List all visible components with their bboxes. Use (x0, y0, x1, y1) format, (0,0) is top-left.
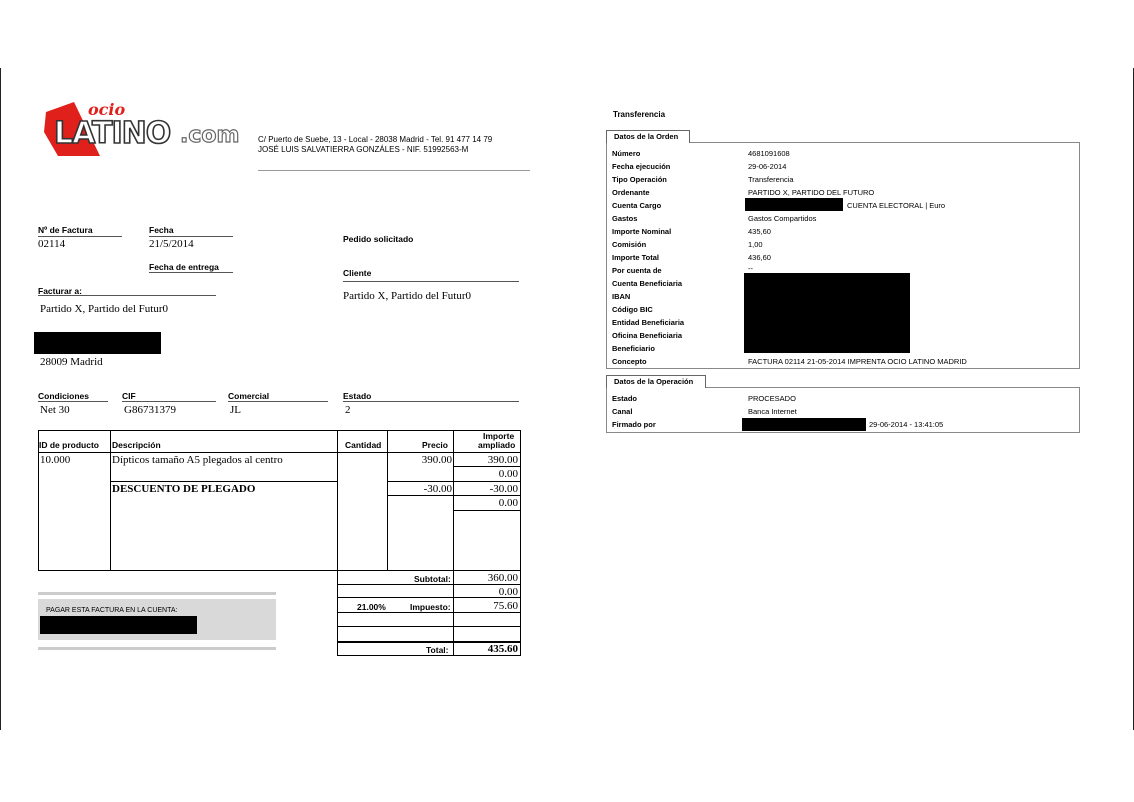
operation-row-label: Estado (612, 394, 638, 403)
after-subtotal-value: 0.00 (498, 586, 518, 598)
pay-note-box (38, 599, 276, 640)
operation-row-value: PROCESADO (748, 394, 796, 403)
client-name: Partido X, Partido del Futur0 (343, 290, 472, 302)
order-row-label: Importe Nominal (612, 227, 672, 236)
header-product-id: ID de producto (39, 440, 99, 450)
order-row-value: 436,60 (748, 253, 771, 262)
order-row-value: 1,00 (748, 240, 763, 249)
commercial-underline (228, 401, 328, 402)
order-row-label: Cuenta Beneficiaria (612, 279, 683, 288)
redacted-signer (742, 418, 866, 431)
header-price: Precio (422, 440, 448, 450)
totals-line-1 (337, 584, 520, 585)
cif-label: CIF (122, 391, 136, 401)
cif-value: G86731379 (124, 404, 176, 416)
pay-box-top-rule (38, 592, 276, 595)
order-row-value: CUENTA ELECTORAL | Euro (847, 201, 946, 210)
total-label: Total: (426, 645, 449, 655)
totals-line-4 (337, 626, 520, 627)
redacted-beneficiary-details (744, 273, 910, 353)
tax-label: Impuesto: (410, 602, 451, 612)
operation-row-value: 29-06-2014 - 13:41:05 (869, 420, 944, 429)
order-row-label: Por cuenta de (612, 266, 662, 275)
row-line-2 (387, 481, 520, 482)
order-row-value: Transferencia (748, 175, 794, 184)
table-body-bottom (38, 570, 520, 571)
order-section-rule (688, 142, 1079, 143)
bill-to-city: 28009 Madrid (40, 356, 103, 368)
totals-line-6 (337, 655, 520, 656)
transfer-title: Transferencia (613, 110, 666, 119)
order-row-value: Gastos Compartidos (748, 214, 817, 223)
order-row-label: Fecha ejecución (612, 162, 671, 171)
commercial-value: JL (230, 404, 241, 416)
invoice-date: 21/5/2014 (149, 238, 194, 250)
item-amount: 390.00 (487, 454, 518, 466)
state-underline (343, 401, 519, 402)
conditions-underline (38, 401, 108, 402)
col-divider-qty (387, 430, 388, 570)
cif-underline (122, 401, 216, 402)
company-owner: JOSÉ LUIS SALVATIERRA GONZÁLES - NIF. 51992563-M (258, 145, 469, 154)
row-line-3 (387, 495, 520, 496)
bill-to-label: Facturar a: (38, 286, 82, 296)
item-amount: -30.00 (489, 483, 518, 495)
item-price: -30.00 (423, 483, 452, 495)
item-price: 390.00 (421, 454, 452, 466)
operation-row-value: Banca Internet (748, 407, 797, 416)
page-left-edge (0, 68, 1, 730)
bill-to-name: Partido X, Partido del Futur0 (40, 303, 169, 315)
client-label: Cliente (343, 268, 372, 278)
order-section-tab (606, 130, 690, 143)
tax-value: 75.60 (493, 600, 518, 612)
row-line-desc (110, 481, 337, 482)
date-label: Fecha (149, 225, 174, 235)
order-row-value: -- (748, 264, 753, 273)
order-label: Pedido solicitado (343, 234, 414, 244)
operation-row-label: Canal (612, 407, 633, 416)
order-row-label: Gastos (612, 214, 638, 223)
delivery-date-underline (149, 272, 233, 273)
company-address: C/ Puerto de Suebe, 13 - Local - 28038 Madrid - Tel. 91 477 14 79 (258, 135, 493, 144)
order-row-label: Cuenta Cargo (612, 201, 662, 210)
order-row-label: Comisión (612, 240, 647, 249)
invoice-number-underline (38, 236, 122, 237)
redacted-address (34, 332, 161, 354)
conditions-label: Condiciones (38, 391, 90, 401)
order-row-label: Concepto (612, 357, 647, 366)
logo-top-text: ocio (88, 100, 126, 119)
order-row-label: Número (612, 149, 641, 158)
logo-main-text: LATINO (54, 116, 171, 151)
order-section-title: Datos de la Orden (614, 132, 679, 141)
operation-row-label: Firmado por (612, 420, 656, 429)
redacted-account-number (745, 198, 843, 211)
order-row-label: Importe Total (612, 253, 659, 262)
state-label: Estado (343, 391, 372, 401)
pay-box-bottom-rule (38, 647, 276, 650)
date-underline (149, 236, 233, 237)
totals-left (337, 570, 338, 656)
order-row-label: Tipo Operación (612, 175, 667, 184)
invoice-number-label: Nº de Factura (38, 225, 93, 235)
operation-section-rule (704, 387, 1079, 388)
invoice-number: 02114 (38, 238, 66, 250)
header-amount-line1: Importe (483, 431, 515, 441)
item-description: Dípticos tamaño A5 plegados al centro (112, 454, 283, 466)
order-row-label: Entidad Beneficiaria (612, 318, 685, 327)
item-id: 10.000 (40, 454, 71, 466)
item-description: DESCUENTO DE PLEGADO (112, 483, 256, 495)
item-amount: 0.00 (498, 468, 518, 480)
row-line-4 (453, 510, 520, 511)
pay-note: PAGAR ESTA FACTURA EN LA CUENTA: (46, 607, 178, 614)
logo-suffix-text: .com (180, 123, 240, 148)
delivery-date-label: Fecha de entrega (149, 262, 219, 272)
row-line-1 (453, 466, 520, 467)
ocio-latino-logo (40, 98, 245, 160)
subtotal-value: 360.00 (487, 572, 518, 584)
order-row-value: 4681091608 (748, 149, 790, 158)
operation-section-title: Datos de la Operación (614, 377, 694, 386)
table-right (520, 430, 521, 656)
header-quantity: Cantidad (345, 440, 382, 450)
state-value: 2 (345, 404, 351, 416)
operation-section-tab (606, 375, 706, 388)
totals-line-3 (337, 612, 520, 613)
bill-to-underline (38, 295, 216, 296)
order-row-value: 29-06-2014 (748, 162, 787, 171)
header-divider (258, 170, 530, 171)
order-row-label: Código BIC (612, 305, 653, 314)
client-underline (343, 281, 519, 282)
item-amount: 0.00 (498, 497, 518, 509)
order-row-label: Beneficiario (612, 344, 655, 353)
header-amount-line2: ampliado (478, 440, 516, 450)
col-divider-id (110, 430, 111, 570)
header-description: Descripción (112, 440, 161, 450)
order-row-value: FACTURA 02114 21-05-2014 IMPRENTA OCIO LATINO MADRID (748, 357, 967, 366)
total-value: 435.60 (487, 643, 518, 655)
conditions-value: Net 30 (40, 404, 70, 416)
table-left (38, 430, 39, 570)
order-row-label: Oficina Beneficiaria (612, 331, 683, 340)
tax-rate: 21.00% (357, 602, 386, 612)
commercial-label: Comercial (228, 391, 270, 401)
order-row-label: IBAN (612, 292, 631, 301)
order-row-value: 435,60 (748, 227, 771, 236)
redacted-account (40, 616, 197, 634)
order-row-label: Ordenante (612, 188, 650, 197)
order-row-value: PARTIDO X, PARTIDO DEL FUTURO (748, 188, 875, 197)
subtotal-label: Subtotal: (414, 574, 451, 584)
